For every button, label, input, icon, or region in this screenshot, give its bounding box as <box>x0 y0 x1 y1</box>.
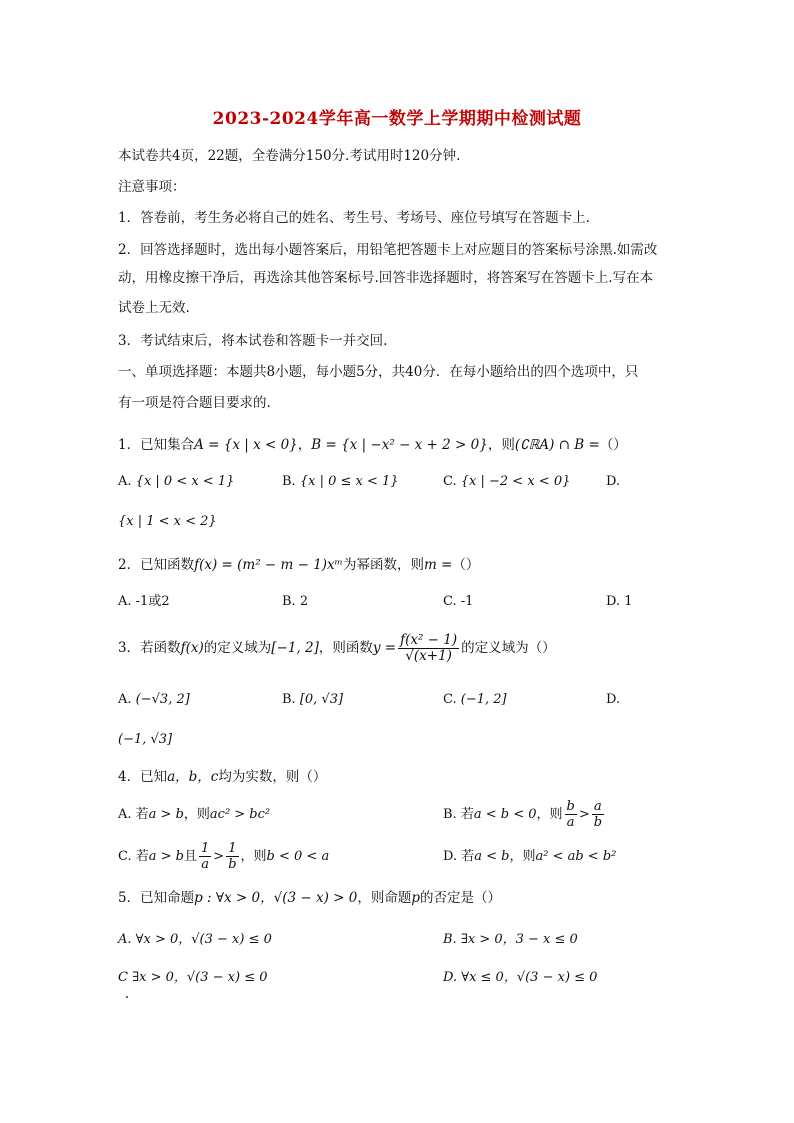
option-mid: ，则 <box>509 849 536 864</box>
question-4-option-d <box>443 847 616 867</box>
fraction-numerator: f(x² − 1) <box>400 632 458 648</box>
option-label: C. <box>443 692 457 707</box>
question-1-prefix: 1．已知集合 <box>118 437 195 453</box>
question-1-option-c <box>443 472 570 492</box>
option-mid: ，则 <box>183 807 210 822</box>
fraction-denominator: b <box>593 815 603 830</box>
option-label: C. <box>443 474 457 489</box>
question-3-fraction <box>398 633 459 664</box>
option-value: [0, √3] <box>299 692 344 707</box>
question-3-option-b <box>282 690 343 710</box>
intro-text: 本试卷共4页，22题，全卷满分150分.考试用时120分钟. <box>118 148 461 164</box>
question-3-option-a <box>118 690 190 710</box>
option-label: B. <box>282 474 296 489</box>
question-1-option-a <box>118 472 234 492</box>
fraction-numerator: a <box>592 799 604 815</box>
question-3-option-c <box>443 690 507 710</box>
question-1-mid: ，则 <box>487 437 515 453</box>
set-b: B = {x | −x² − x + 2 > 0} <box>311 437 488 453</box>
option-condition: a > b <box>148 849 184 864</box>
question-4-option-b <box>443 798 606 832</box>
fraction-denominator: √(x+1) <box>405 648 452 664</box>
fraction-denominator: a <box>566 815 575 830</box>
question-3-prefix: 3．若函数 <box>118 640 181 656</box>
option-prefix: A. 若 <box>118 807 149 822</box>
question-5-option-b: B. ∃x > 0，3 − x ≤ 0 <box>443 932 578 947</box>
question-1-stem <box>118 435 627 455</box>
question-3-mid-2: ，则函数 <box>318 640 373 656</box>
option-prefix: D. 若 <box>443 849 475 864</box>
question-4-prefix: 4．已知 <box>118 769 168 785</box>
fraction-1-over-b <box>226 841 238 872</box>
question-4-option-a <box>118 805 270 825</box>
question-2-prefix: 2．已知函数 <box>118 557 195 573</box>
option-value: {x | −2 < x < 0} <box>460 474 571 489</box>
option-value: {x | 0 < x < 1} <box>135 474 235 489</box>
question-1-option-b <box>282 472 399 492</box>
question-3-y-equals: y = <box>372 640 397 656</box>
greater-than-sign: > <box>213 849 225 864</box>
fraction-a-over-b <box>592 799 604 830</box>
option-and: 且 <box>183 849 197 864</box>
question-1-option-d: {x | 1 < x < 2} <box>118 514 217 529</box>
question-2-option-a: A. -1或2 <box>118 594 170 609</box>
question-5-proposition: p : ∀x > 0，√(3 − x) > 0 <box>194 890 358 906</box>
option-prefix: C. 若 <box>118 849 149 864</box>
question-5-mid: ，则命题 <box>357 890 412 906</box>
notice-item-2-line-1: 2．回答选择题时，选出每小题答案后，用铅笔把答题卡上对应题目的答案标号涂黑.如需改 <box>118 242 658 258</box>
option-condition: a < b <box>474 849 510 864</box>
notice-item-2-line-3: 试卷上无效. <box>118 300 190 316</box>
fraction-1-over-a <box>199 841 211 872</box>
question-5-suffix: 的否定是（） <box>419 890 501 906</box>
fraction-numerator: b <box>566 799 575 814</box>
question-3-option-d-label: D. <box>606 692 621 707</box>
question-5-option-a: A. ∀x > 0，√(3 − x) ≤ 0 <box>118 932 272 947</box>
question-3-function: f(x) <box>180 640 204 656</box>
question-4-stem <box>118 767 326 787</box>
fraction-numerator: 1 <box>201 841 210 856</box>
option-result: b < 0 < a <box>266 849 330 864</box>
question-3-suffix: 的定义域为（） <box>461 640 556 656</box>
question-3-option-d: (−1, √3] <box>118 732 173 747</box>
notice-heading: 注意事项： <box>118 179 186 195</box>
question-2-variable: m = <box>423 557 453 573</box>
notice-item-3: 3．考试结束后，将本试卷和答题卡一并交回. <box>118 333 388 349</box>
option-prefix: B. 若 <box>443 807 474 822</box>
notice-item-2-line-2: 动，用橡皮擦干净后，再选涂其他答案标号.回答非选择题时，将答案写在答题卡上.写在本 <box>118 270 654 286</box>
question-5-p: p <box>411 890 420 906</box>
question-2-suffix: （） <box>452 557 480 573</box>
option-result: ac² > bc² <box>209 807 271 822</box>
option-result: a² < ab < b² <box>535 849 617 864</box>
option-label: A. <box>118 692 132 707</box>
question-2-function: f(x) = (m² − m − 1)xᵐ <box>194 557 343 573</box>
greater-than-sign: > <box>578 807 590 822</box>
question-4-option-c <box>118 840 329 874</box>
notice-item-1: 1．答卷前，考生务必将自己的姓名、考生号、考场号、座位号填写在答题卡上. <box>118 210 590 226</box>
question-2-option-b: B. 2 <box>282 594 309 609</box>
question-1-separator: ， <box>297 437 312 453</box>
question-1-expression: (∁ℝA) ∩ B = <box>514 437 600 453</box>
option-mid: ，则 <box>240 849 267 864</box>
question-3-stem <box>118 630 556 666</box>
option-value: (−√3, 2] <box>135 692 190 707</box>
question-2-mid: 为幂函数，则 <box>342 557 424 573</box>
fraction-denominator: b <box>228 857 237 872</box>
option-mid: ，则 <box>536 807 563 822</box>
question-2-option-c: C. -1 <box>443 594 474 609</box>
section-heading-line-1: 一、单项选择题：本题共8小题，每小题5分，共40分．在每小题给出的四个选项中，只 <box>118 364 639 380</box>
question-4-variables: a，b，c <box>167 769 219 785</box>
fraction-numerator: 1 <box>226 841 238 857</box>
question-2-stem <box>118 555 479 575</box>
question-2-option-d: D. 1 <box>606 594 633 609</box>
question-5-option-d: D. ∀x ≤ 0，√(3 − x) ≤ 0 <box>443 970 598 985</box>
fraction-denominator: a <box>201 857 210 872</box>
set-a: A = {x | x < 0} <box>194 437 298 453</box>
question-5-stem <box>118 888 501 908</box>
option-value: (−1, 2] <box>460 692 507 707</box>
option-condition: a < b < 0 <box>473 807 537 822</box>
fraction-b-over-a <box>565 799 577 830</box>
stray-mark <box>126 996 128 998</box>
question-3-domain: [−1, 2] <box>271 640 319 656</box>
page-title: 2023-2024学年高一数学上学期期中检测试题 <box>212 109 582 129</box>
option-value: {x | 0 ≤ x < 1} <box>299 474 399 489</box>
question-4-suffix: 均为实数，则（） <box>218 769 327 785</box>
question-5-prefix: 5．已知命题 <box>118 890 195 906</box>
section-heading-line-2: 有一项是符合题目要求的. <box>118 395 271 411</box>
question-1-option-d-label: D. <box>606 474 621 489</box>
question-1-suffix: （） <box>599 437 627 453</box>
option-label: A. <box>118 474 132 489</box>
question-5-option-c: C ∃x > 0，√(3 − x) ≤ 0 <box>118 970 268 985</box>
option-label: B. <box>282 692 296 707</box>
question-3-mid-1: 的定义域为 <box>203 640 272 656</box>
option-condition: a > b <box>148 807 184 822</box>
